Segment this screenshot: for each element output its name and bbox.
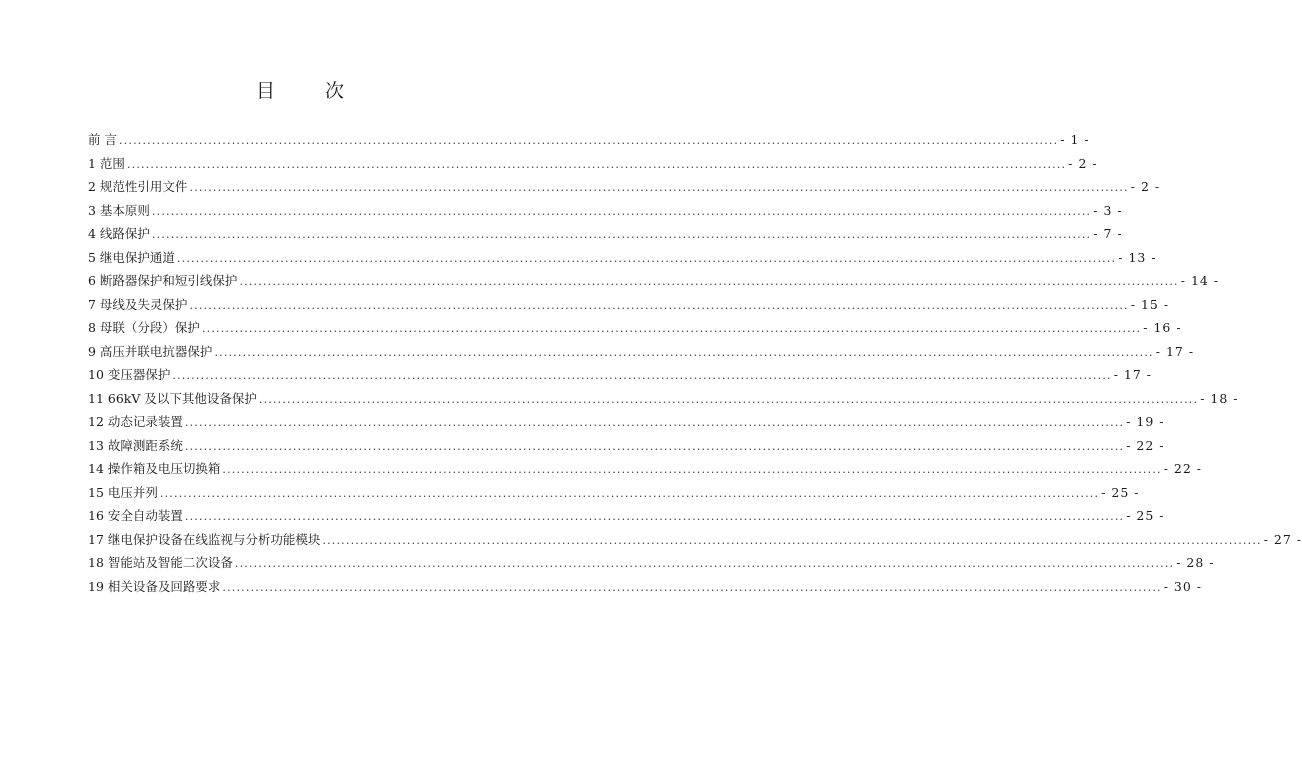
toc-entry-label: 15 电压并列 [88,484,158,500]
toc-entry-page: - 2 - [1130,179,1161,194]
table-of-contents [88,128,1302,598]
toc-entry[interactable] [88,269,1220,293]
toc-entry-label: 17 继电保护设备在线监视与分析功能模块 [88,531,321,547]
toc-dot-leader: ........................................................................................................................................................................................................ [258,392,1199,406]
toc-entry-label: 13 故障测距系统 [88,437,183,453]
toc-entry-page: - 16 - [1143,320,1182,335]
toc-entry[interactable] [88,175,1161,199]
toc-dot-leader: ........................................................................................................................................................................................................ [184,416,1125,429]
toc-dot-leader: ........................................................................................................................................................................................................ [201,322,1142,335]
toc-entry-page: - 19 - [1126,414,1165,429]
toc-entry-page: - 2 - [1068,155,1098,171]
toc-dot-leader: ........................................................................................................................................................................................................ [151,204,1092,218]
toc-entry-label: 9 高压并联电抗器保护 [88,343,213,359]
toc-entry-page: - 18 - [1200,390,1239,406]
toc-entry-label: 19 相关设备及回路要求 [88,578,221,594]
toc-entry-label: 8 母联（分段）保护 [88,320,200,335]
toc-entry-label: 7 母线及失灵保护 [88,296,188,312]
toc-entry-page: - 13 - [1118,249,1157,265]
toc-entry[interactable] [88,481,1140,505]
toc-entry-page: - 25 - [1101,484,1140,500]
toc-entry-page: - 17 - [1155,343,1195,359]
toc-entry-page: - 27 - [1263,531,1302,547]
toc-entry-label: 6 断路器保护和短引线保护 [88,273,238,288]
toc-entry-label: 12 动态记录装置 [88,414,183,429]
toc-entry-page: - 30 - [1163,578,1203,594]
toc-entry-label: 11 66kV 及以下其他设备保护 [88,390,257,406]
toc-entry[interactable] [88,504,1165,528]
toc-entry[interactable] [88,551,1215,575]
toc-dot-leader: ........................................................................................................................................................................................................ [184,510,1125,523]
toc-entry[interactable] [88,199,1123,223]
toc-entry-page: - 1 - [1060,132,1090,147]
toc-dot-leader: ........................................................................................................................................................................................................ [239,275,1179,288]
toc-entry-label: 1 范围 [88,155,125,171]
toc-entry[interactable] [88,528,1302,552]
toc-entry[interactable] [88,246,1157,270]
toc-entry[interactable] [88,293,1170,317]
toc-entry[interactable] [88,457,1203,481]
toc-dot-leader: ........................................................................................................................................................................................................ [234,557,1175,570]
toc-entry-label: 14 操作箱及电压切换箱 [88,461,221,476]
toc-entry-label: 3 基本原则 [88,202,150,218]
toc-entry-label: 2 规范性引用文件 [88,179,188,194]
toc-entry[interactable] [88,128,1090,152]
toc-entry[interactable] [88,387,1239,411]
toc-entry-label: 16 安全自动装置 [88,508,183,523]
toc-dot-leader: ........................................................................................................................................................................................................ [172,369,1112,382]
toc-entry-page: - 14 - [1180,273,1220,288]
toc-entry[interactable] [88,575,1203,599]
toc-entry-page: - 22 - [1126,437,1165,453]
toc-entry[interactable] [88,434,1165,458]
toc-dot-leader: ........................................................................................................................................................................................................ [126,157,1067,171]
toc-entry-label: 前 言 [88,132,117,147]
toc-dot-leader: ........................................................................................................................................................................................................ [222,463,1162,476]
toc-dot-leader: ........................................................................................................................................................................................................ [189,181,1129,194]
toc-entry[interactable] [88,152,1098,176]
toc-entry-page: - 17 - [1113,367,1153,382]
toc-dot-leader: ........................................................................................................................................................................................................ [322,533,1262,547]
toc-dot-leader: ........................................................................................................................................................................................................ [176,251,1117,265]
toc-dot-leader: ........................................................................................................................................................................................................ [184,439,1125,453]
toc-entry-page: - 28 - [1176,555,1215,570]
toc-entry-page: - 7 - [1093,226,1123,241]
toc-entry[interactable] [88,410,1165,434]
toc-entry[interactable] [88,316,1182,340]
toc-entry-page: - 15 - [1130,296,1170,312]
toc-entry-label: 4 线路保护 [88,226,150,241]
toc-entry-label: 18 智能站及智能二次设备 [88,555,233,570]
toc-entry[interactable] [88,222,1123,246]
toc-entry-page: - 25 - [1126,508,1165,523]
toc-entry[interactable] [88,363,1153,387]
toc-entry[interactable] [88,340,1195,364]
toc-entry-label: 5 继电保护通道 [88,249,175,265]
page-title: 目 次 [255,80,367,102]
toc-dot-leader: ........................................................................................................................................................................................................ [189,298,1129,312]
toc-dot-leader: ........................................................................................................................................................................................................ [214,345,1154,359]
toc-entry-label: 10 变压器保护 [88,367,171,382]
toc-dot-leader: ........................................................................................................................................................................................................ [118,134,1059,147]
toc-entry-page: - 22 - [1163,461,1203,476]
toc-entry-page: - 3 - [1093,202,1123,218]
toc-dot-leader: ........................................................................................................................................................................................................ [151,228,1092,241]
toc-dot-leader: ........................................................................................................................................................................................................ [159,486,1100,500]
toc-dot-leader: ........................................................................................................................................................................................................ [222,580,1162,594]
